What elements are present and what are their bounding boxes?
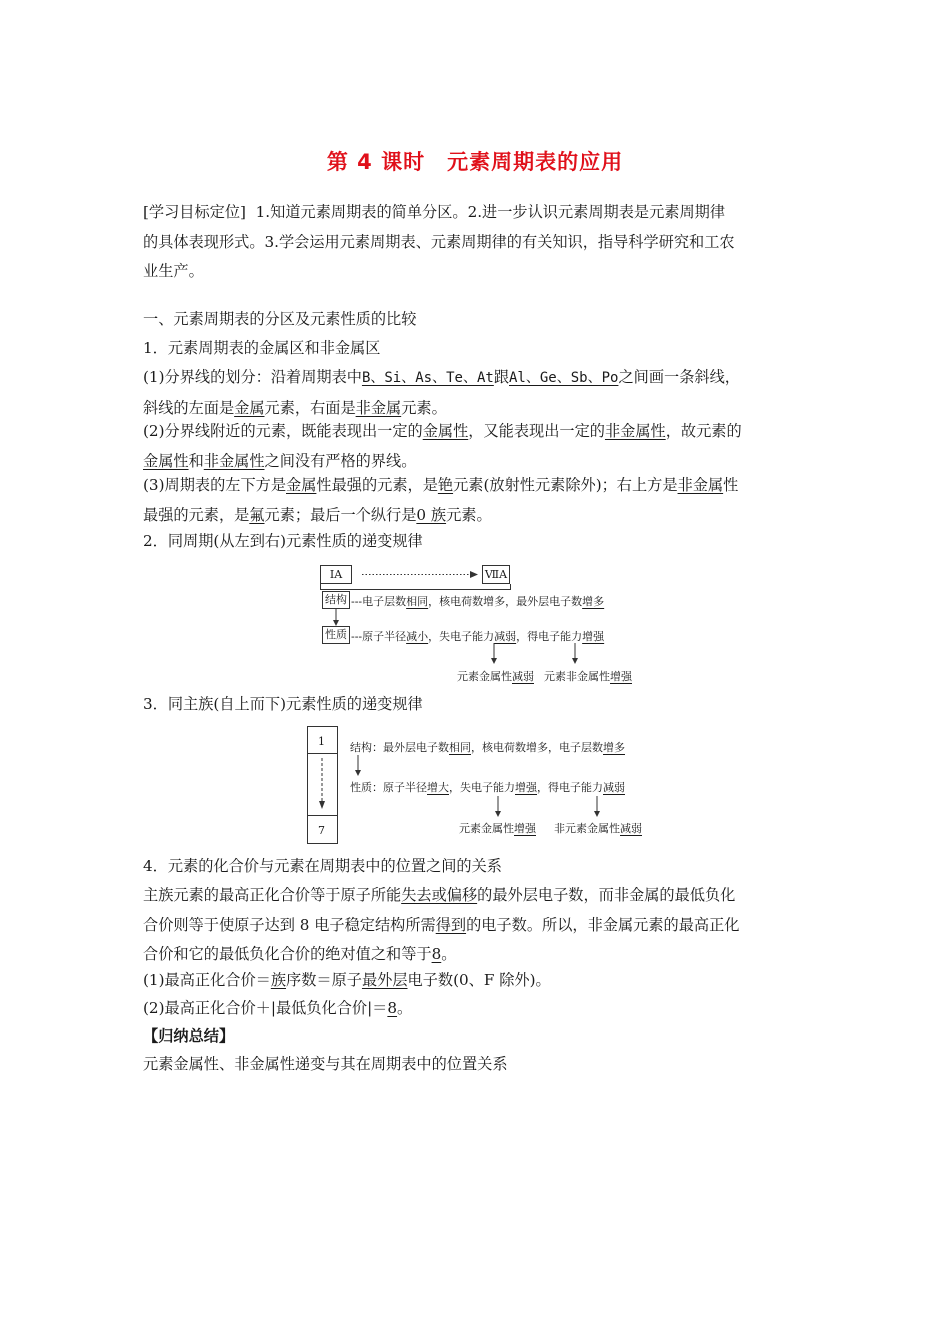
- arrow-down-icon: [592, 796, 602, 818]
- text: ，核电荷数增多，最外层电子数: [428, 595, 583, 608]
- text: ，得电子能力: [516, 630, 583, 643]
- answer-blank: 铯: [437, 476, 454, 494]
- text: 非元素金属性: [554, 822, 620, 835]
- arrow-down-icon: [489, 643, 499, 665]
- text: 元素，右面是: [264, 398, 356, 417]
- rule-2: [143, 994, 813, 1024]
- text: 之间没有严格的界线。: [264, 451, 417, 470]
- text: ，失电子能力: [428, 630, 495, 643]
- answer-blank: 相同: [406, 595, 429, 608]
- answer-blank: 氟: [249, 505, 265, 524]
- answer-blank: 非金属: [355, 398, 402, 417]
- answer-blank: 增大: [427, 781, 449, 794]
- text: ，故元素的: [665, 422, 742, 440]
- text: 结构：最外层电子数: [350, 741, 449, 754]
- answer-blank: 0 族: [416, 505, 447, 524]
- answer-blank: 金属: [234, 398, 265, 417]
- structure-description: [350, 739, 625, 755]
- text: ---电子层数: [351, 595, 407, 608]
- answer-blank: 增强: [610, 670, 632, 683]
- text: 电子数(0、F 除外)。: [407, 971, 551, 989]
- summary-label: 【归纳总结】: [143, 1027, 235, 1045]
- dotted-arrow-down-icon: [317, 758, 327, 810]
- arrow-down-icon: [493, 796, 503, 818]
- period-1-label: 1: [318, 735, 325, 748]
- text: (2)最高正化合价＋|最低负化合价|＝: [143, 999, 388, 1017]
- group-7a-box: ⅦA: [482, 565, 510, 584]
- text: 合价和它的最低负化合价的绝对值之和等于: [143, 945, 432, 964]
- property-box: 性质: [322, 626, 350, 644]
- answer-blank: 8: [431, 945, 442, 964]
- text: 元素；最后一个纵行是: [264, 505, 417, 524]
- text: 序数＝原子: [286, 971, 362, 989]
- divider: [307, 753, 338, 754]
- text: 元素金属性: [459, 822, 514, 835]
- answer-blank: 失去或偏移: [401, 886, 478, 904]
- arrow-down-icon: [570, 643, 580, 665]
- objectives: [143, 198, 813, 287]
- lesson-number: 第 4 课时: [326, 150, 426, 174]
- rule-1: [143, 966, 813, 996]
- answer-blank: 最外层: [361, 971, 408, 989]
- answer-blank: 增强: [514, 822, 536, 835]
- text: 性质：原子半径: [350, 781, 427, 794]
- answer-blank: 减小: [406, 630, 429, 643]
- paragraph-boundary-elements: [143, 417, 813, 476]
- page-title: [0, 146, 950, 176]
- answer-blank: 增多: [582, 595, 605, 608]
- result-metallic: [457, 668, 534, 684]
- text: 之间画一条斜线，: [618, 368, 740, 386]
- text: ---原子半径: [351, 630, 407, 643]
- text: 跟: [493, 368, 509, 386]
- text: 元素非金属性: [544, 670, 610, 683]
- answer-blank: 增多: [603, 741, 625, 754]
- objectives-line: 1.知道元素周期表的简单分区。2.进一步认识元素周期表是元素周期律: [255, 203, 726, 221]
- divider: [307, 815, 338, 816]
- answer-blank: 减弱: [512, 670, 534, 683]
- property-description: [351, 628, 604, 644]
- answer-blank: 相同: [449, 741, 471, 754]
- text: (3)周期表的左下方是: [143, 476, 287, 494]
- text: 的电子数。所以，非金属元素的最高正化: [466, 915, 740, 934]
- answer-blank: 金属性: [422, 422, 469, 440]
- text: 和: [188, 451, 204, 470]
- text: 斜线的左面是: [143, 398, 235, 417]
- answer-blank: 族: [270, 971, 287, 989]
- answer-blank: 金属性: [143, 451, 189, 470]
- answer-blank: 非金属性: [203, 451, 265, 470]
- objectives-line: 业生产。: [143, 262, 204, 281]
- result-nonmetallic: [554, 820, 642, 836]
- text: ，核电荷数增多，电子层数: [471, 741, 603, 754]
- answer-blank: 减弱: [603, 781, 625, 794]
- dotted-arrow-right-icon: [352, 565, 482, 584]
- text: 性最强的元素，是: [316, 476, 438, 494]
- answer-blank: 8: [387, 999, 398, 1017]
- arrow-down-icon: [331, 609, 341, 626]
- text: 元素。: [446, 505, 492, 524]
- text: 元素金属性: [457, 670, 512, 683]
- objectives-line: 的具体表现形式。3.学会运用元素周期表、元素周期律的有关知识，指导科学研究和工农: [143, 232, 735, 251]
- answer-blank: 非金属: [677, 476, 724, 494]
- text: 性: [723, 476, 739, 494]
- answer-blank: 减弱: [494, 630, 517, 643]
- subheading-4: 4．元素的化合价与元素在周期表中的位置之间的关系: [143, 857, 502, 875]
- period-7-label: 7: [318, 824, 325, 837]
- answer-blank: Al、Ge、Sb、Po: [509, 370, 619, 386]
- answer-blank: 金属: [286, 476, 317, 494]
- text: ，又能表现出一定的: [468, 422, 605, 440]
- text: 。: [441, 945, 457, 964]
- answer-blank: 得到: [435, 915, 467, 934]
- text: ，得电子能力: [537, 781, 603, 794]
- structure-box: 结构: [322, 591, 350, 609]
- summary-text: 元素金属性、非金属性递变与其在周期表中的位置关系: [143, 1055, 508, 1073]
- text: 元素。: [401, 398, 447, 417]
- property-description: [350, 779, 625, 795]
- answer-blank: 增强: [515, 781, 537, 794]
- paragraph-boundary: [143, 363, 813, 423]
- structure-description: [351, 593, 604, 609]
- subheading-2: 2．同周期(从左到右)元素性质的递变规律: [143, 532, 423, 550]
- subheading-3: 3．同主族(自上而下)元素性质的递变规律: [143, 695, 423, 713]
- objectives-label: [学习目标定位]: [143, 203, 246, 221]
- answer-blank: 减弱: [620, 822, 642, 835]
- answer-blank: B、Si、As、Te、At: [361, 370, 494, 386]
- answer-blank: 增强: [582, 630, 605, 643]
- subheading-1: 1．元素周期表的金属区和非金属区: [143, 339, 381, 357]
- text: (1)分界线的划分：沿着周期表中: [143, 368, 362, 386]
- text: 。: [397, 999, 413, 1017]
- text: ，失电子能力: [449, 781, 515, 794]
- text: 主族元素的最高正化合价等于原子所能: [143, 886, 402, 904]
- text: 合价则等于使原子达到 8 电子稳定结构所需: [143, 915, 436, 934]
- answer-blank: 非金属性: [604, 422, 666, 440]
- result-metallic: [459, 820, 536, 836]
- text: 的最外层电子数，而非金属的最低负化: [477, 886, 736, 904]
- arrow-down-icon: [353, 755, 363, 777]
- group-1a-box: ⅠA: [320, 565, 352, 584]
- paragraph-extremes: [143, 471, 813, 530]
- paragraph-valence: [143, 881, 813, 970]
- text: (2)分界线附近的元素，既能表现出一定的: [143, 422, 423, 440]
- text: 最强的元素，是: [143, 505, 250, 524]
- connector-line: [320, 584, 512, 590]
- section-heading: 一、元素周期表的分区及元素性质的比较: [143, 310, 417, 328]
- result-nonmetallic: [544, 668, 632, 684]
- lesson-title: 元素周期表的应用: [447, 150, 624, 174]
- text: (1)最高正化合价＝: [143, 971, 271, 989]
- text: 元素(放射性元素除外)；右上方是: [453, 476, 678, 494]
